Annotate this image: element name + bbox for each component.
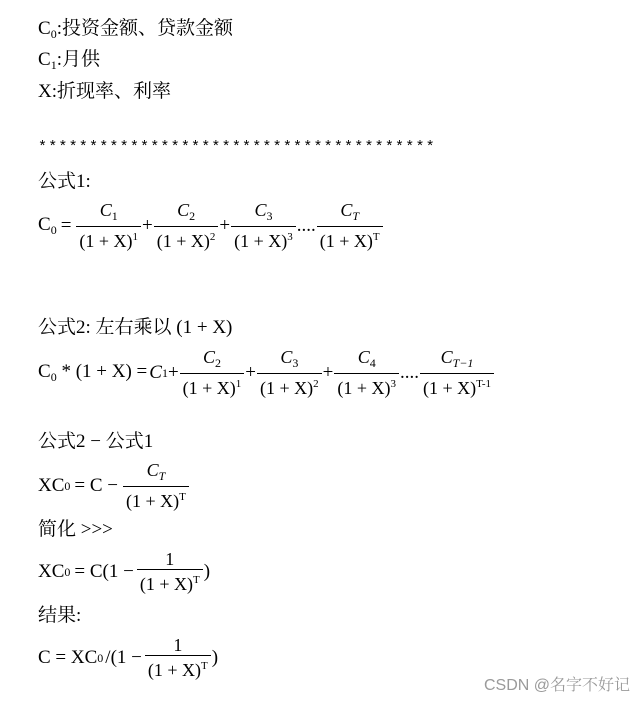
formula1-term2: $\frac{C_2}{(1 + X)^2}$ [154, 200, 219, 251]
formula3-label: 公式2 − 公式1 [38, 431, 154, 452]
formula1-term3: $\frac{C_3}{(1 + X)^3}$ [231, 200, 296, 251]
formula2-term3: $\frac{C_4}{(1 + X)^3}$ [334, 347, 399, 398]
formula2-termT: $\frac{C_{T-1}}{(1 + X)^{T-1}}$ [420, 347, 494, 398]
separator: *************************************** [38, 139, 436, 156]
def-c1: $C_1$:月供 [38, 49, 100, 72]
def-x: X:折现率、利率 [38, 81, 172, 102]
formula3: XC 0 = C − $\frac{C_T}{(1 + X)^T}$ [38, 460, 190, 511]
formula3-fraction: $\frac{C_T}{(1 + X)^T}$ [123, 460, 189, 511]
formula1-term1: $\frac{C_1}{(1 + X)^1}$ [76, 200, 141, 251]
formula2-term1: $\frac{C_2}{(1 + X)^1}$ [180, 347, 245, 398]
watermark: CSDN @名字不好记 [483, 677, 630, 694]
formula2-label: 公式2: 左右乘以 (1 + X) [38, 317, 233, 338]
result-fraction: $\frac{1}{(1 + X)^T}$ [145, 635, 211, 680]
formula2-term2: $\frac{C_3}{(1 + X)^2}$ [257, 347, 322, 398]
formula1: $C_0$ = $\frac{C_1}{(1 + X)^1}$ + $\frac{C_2}{(1 + X)^2}$ + $\frac{C_3}{(1 + X)^3}$ .... $\frac{C_T}{(1 + X)^T}$ [38, 200, 384, 251]
formula2-lhs: $C_0 * (1 + X)$ = [38, 361, 148, 384]
formula1-lhs: $C_0$ [38, 214, 57, 237]
def-c0: $C_0$:投资金额、贷款金额 [38, 18, 233, 41]
simplify-fraction: $\frac{1}{(1 + X)^T}$ [137, 549, 203, 594]
formula2: $C_0 * (1 + X)$ = C 1 + $\frac{C_2}{(1 + X)^1}$ + $\frac{C_3}{(1 + X)^2}$ + $\frac{C_4}{(1 + X)^3}$ .... $\frac{C_{T-1}}{(1 + X)^{T-1}}$ [38, 347, 495, 398]
simplify-label: 简化 >>> [38, 519, 113, 540]
simplify-formula: XC 0 = C(1 − $\frac{1}{(1 + X)^T}$ ) [38, 549, 211, 594]
result-label: 结果: [38, 605, 82, 626]
formula1-label: 公式1: [38, 171, 91, 192]
result-formula: C = XC 0 /(1 − $\frac{1}{(1 + X)^T}$ ) [38, 635, 219, 680]
formula1-termT: $\frac{C_T}{(1 + X)^T}$ [317, 200, 383, 251]
